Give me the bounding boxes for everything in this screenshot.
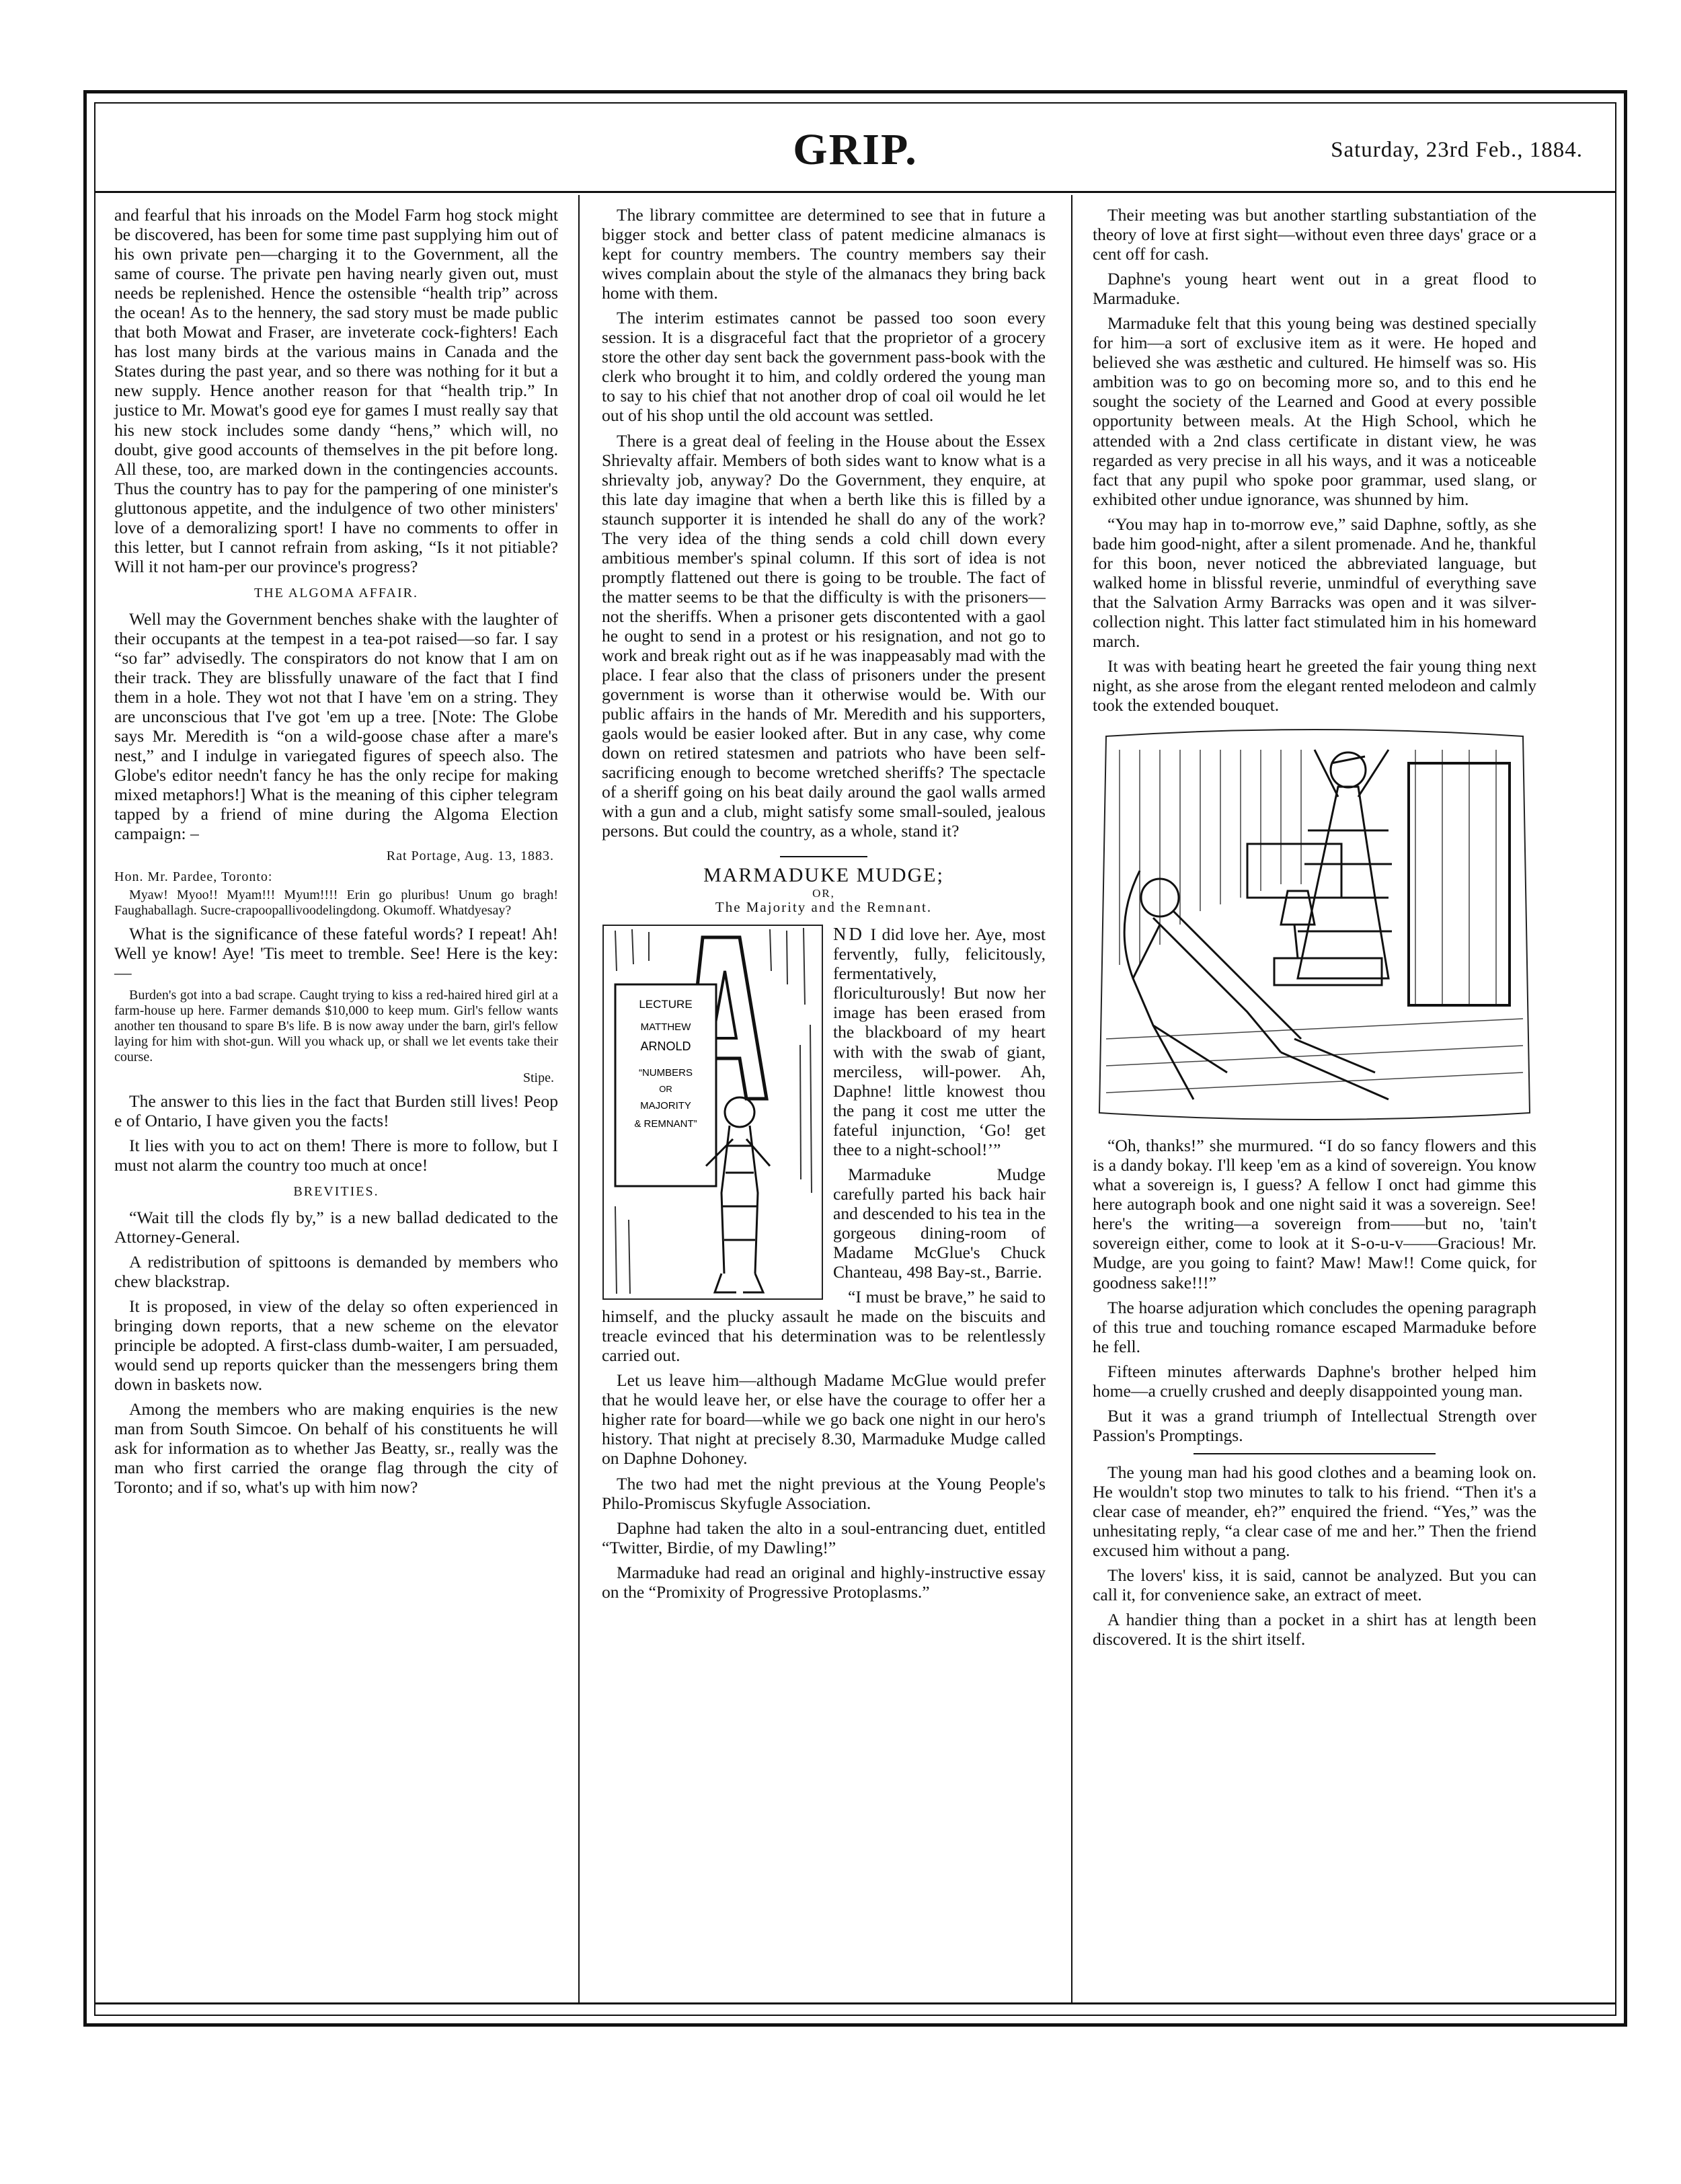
article-paragraph: Well may the Government benches shake with the laughter of their occupants at the tempest in a tea-pot raised—so far. I say “so far” advisedly. The conspirators do not know that I am on their track. They are blissfully unaware of the fact that I find them in a hole. They wot not that I have 'em on a string. They are unconscious that I've got 'em up a tree. [Note: The Globe says Mr. Meredith is “on a wild-goose chase after a mare's nest,” and I indulge in variegated figures of speech also. The Globe's editor needn't fancy he has the only recipe for making mixed metaphors!] What is the meaning of this cipher telegram tapped by a friend of mine during the Algoma Election campaign: – xyxy=(114,609,558,844)
column-rule-2 xyxy=(1071,195,1072,2004)
brevity-item: “Wait till the clods fly by,” is a new ballad dedicated to the Attorney-General. xyxy=(114,1207,558,1247)
story-paragraph: Daphne's young heart went out in a great flood to Marmaduke. xyxy=(1093,269,1536,309)
header-rule xyxy=(94,191,1616,193)
article-paragraph: There is a great deal of feeling in the House about the Essex Shrievalty affair. Members of both sides want to know what is a shrievalty job, anyway? Do the Government, they enquire, at this late day imagine that when a berth like this is filled by a staunch supporter it is intended he shall do any of the work? The very idea of the thing sends a cold chill down every ambitious member's spinal column. If this sort of idea is not promptly flattened out there is going to be trouble. The fact of the matter seems to be that the difficulty is with the prisoners—not the sheriffs. When a prisoner gets discontented with a gaol he ought to send in a protest or his resignation, and not go to work and break right out as if he was inappeasably mad with the place. I fear also that the class of prisoners under the present government is worse than it otherwise would be. With our public affairs in the hands of Mr. Meredith and his supporters, gaols would be easier looked after. But in any case, why come down on retired statesmen and patriots who have been self-sacrificing enough to become wretched sheriffs? The spectacle of a sheriff going on his beat daily around the gaol walls armed with a gun and a club, might satisfy some small-souled, jealous persons. But could the country, as a whole, stand it? xyxy=(602,430,1046,841)
story-paragraph: But it was a grand triumph of Intellectual Strength over Passion's Promptings. xyxy=(1093,1405,1536,1445)
story-paragraph: Marmaduke felt that this young being was destined specially for him—a sort of exclusive item as it were. He hoped and believed she was æsthetic and cultured. He himself was so. His ambition was to go on becoming more so, and to this end he sought the society of the Learned and Good at every possible opportunity between meals. At the High School, which he attended with a 2nd class certificate in distant view, he was regarded as very precise in all his ways, and it was a noticeable fact that any pupil who spoke poor grammar, used slang, or exhibited other undue ignorance, was shunned by him. xyxy=(1093,313,1536,509)
poster-line-3: ARNOLD xyxy=(640,1039,691,1053)
story-paragraph: Marmaduke Mudge carefully parted his back hair and descended to his tea in the gorgeous dining-room of Madame McGlue's Chuck Chanteau, 498 Bay-st., Barrie. xyxy=(833,1164,1046,1282)
story-rule xyxy=(780,856,867,857)
story-opening-text: I did love her. Aye, most fervently, fully, felicitously, fermentatively, floriculturously! But now her image has been erased from the blackboard of my heart with with the swab of giant, merciless, will-power. Ah, Daphne! little knowest thou the pang it cost me utter the fateful injunction, ‘Go! get thee to a night-school!’” xyxy=(833,924,1046,1159)
article-paragraph: The library committee are determined to see that in future a bigger stock and better class of patent medicine almanacs is kept for country members. The country members say their wives complain about the style of the almanacs they bring back home with them. xyxy=(602,205,1046,303)
story-paragraph: “I must be brave,” he said to himself, and the plucky assault he made on the biscuits and treacle evinced that his determination was to be relentlessly carried out. xyxy=(602,1287,1046,1366)
telegram-dateline: Rat Portage, Aug. 13, 1883. xyxy=(386,849,554,864)
poster-line-5: OR xyxy=(659,1083,672,1094)
story-paragraph: Marmaduke had read an original and highly-instructive essay on the “Promixity of Progressive Protoplasms.” xyxy=(602,1562,1046,1602)
story-subtitle: The Majority and the Remnant. xyxy=(715,898,933,915)
story-paragraph: Their meeting was but another startling substantiation of the theory of love at first sight—without even three days' grace or a cent off for cash. xyxy=(1093,205,1536,264)
article-paragraph: The young man had his good clothes and a beaming look on. He wouldn't stop two minutes to talk to his friend. “Then it's a clear case of meander, eh?” enquired the friend. “Yes,” was the unhesitating reply, “a clear case of me and her.” Then the friend excused him without a pang. xyxy=(1093,1462,1536,1561)
article-paragraph: The lovers' kiss, it is said, cannot be analyzed. But you can call it, for convenience sake, an extract of meet. xyxy=(1093,1565,1536,1605)
poster-line-6: MAJORITY xyxy=(640,1099,691,1112)
telegram-cipher: Myaw! Myoo!! Myam!!! Myum!!!! Erin go pluribus! Unum go bragh! Faughaballagh. Sucre-crapoopallivoodelingdong. Okumoff. Whatdyesay? xyxy=(114,887,558,918)
poster-line-2: MATTHEW xyxy=(640,1021,691,1033)
column-middle xyxy=(602,205,1046,1607)
section-heading-brevities: BREVITIES. xyxy=(293,1183,379,1199)
column-left xyxy=(114,205,558,1502)
masthead-title: GRIP. xyxy=(793,125,918,174)
story-paragraph: The hoarse adjuration which concludes the opening paragraph of this true and touching romance escaped Marmaduke before he fell. xyxy=(1093,1297,1536,1356)
article-paragraph: The interim estimates cannot be passed too soon every session. It is a disgraceful fact that the proprietor of a grocery store the other day sent back the government pass-book with the clerk who brought it to him, and coldly ordered the young man to say to his chief that not another drop of coal oil would he let out of his shop until the old account was settled. xyxy=(602,308,1046,426)
article-paragraph: The answer to this lies in the fact that Burden still lives! Peop e of Ontario, I have given you the facts! xyxy=(114,1091,558,1130)
story-paragraph: It was with beating heart he greeted the fair young thing next night, as she arose from the elegant rented melodeon and calmly took the extended bouquet. xyxy=(1093,656,1536,715)
article-paragraph: It lies with you to act on them! There is more to follow, but I must not alarm the country too much at once! xyxy=(114,1135,558,1175)
article-paragraph: and fearful that his inroads on the Model Farm hog stock might be discovered, has been for some time past supplying him out of his own private pen—charging it to the Government, all the same of course. The private pen having nearly given out, must needs be replenished. Hence the ostensible “health trip” across the ocean! As to the hennery, the sad story must be made public that both Mowat and Fraser, are inveterate cock-fighters! Each has lost many birds at the various mains in Canada and the States during the past year, and so there was nothing for it but a new supply. Hence another reason for that “health trip.” In justice to Mr. Mowat's good eye for games I must really say that his new stock includes some dandy “hens,” which will, no doubt, give good accounts of themselves in the pit before long. All these, too, are marked down in the contingencies accounts. Thus the country has to pay for the pampering of one minister's gluttonous appetite, and the indulgence of two other ministers' love of a demoralizing sport! I have no comments to offer in this letter, but I cannot refrain from asking, “Is it not pitiable? Will it not ham-per our province's progress? xyxy=(114,205,558,576)
telegram-key: Burden's got into a bad scrape. Caught trying to kiss a red-haired hired girl at a farm-house up here. Farmer demands $10,000 to keep mum. Girl's fellow wants another ten thousand to spare B's life. B is now away under the barn, girl's fellow laying for him with shot-gun. Will you whack up, or shall we let events take their course. xyxy=(114,987,558,1064)
footer-rule xyxy=(94,2002,1616,2004)
brevity-item: Among the members who are making enquiries is the new man from South Simcoe. On behalf of his constituents he will ask for information as to whether Jas Beatty, sr., really was the man who first carried the orange flag through the city of Toronto; and if so, what's up with him now? xyxy=(114,1399,558,1497)
story-title: MARMADUKE MUDGE; xyxy=(703,863,944,886)
masthead xyxy=(108,124,1603,185)
telegram-addressee: Hon. Mr. Pardee, Toronto: xyxy=(114,869,273,884)
brevity-item: A redistribution of spittoons is demanded by members who chew blackstrap. xyxy=(114,1251,558,1291)
story-paragraph: Let us leave him—although Madame McGlue would prefer that he would leave her, or else have the courage to offer her a higher rate for board—while we go back one night in our hero's history. That night at precisely 8.30, Marmaduke Mudge called on Daphne Dohoney. xyxy=(602,1370,1046,1469)
article-paragraph: What is the significance of these fateful words? I repeat! Ah! Well ye know! Aye! 'Tis meet to tremble. See! Here is the key:— xyxy=(114,923,558,982)
column-right xyxy=(1093,205,1536,1654)
poster-line-4: “NUMBERS xyxy=(638,1066,693,1079)
story-paragraph: Fifteen minutes afterwards Daphne's brother helped him home—a cruelly crushed and deeply disappointed young man. xyxy=(1093,1361,1536,1401)
fainting-scene-illustration xyxy=(1093,723,1536,1126)
story-paragraph: The two had met the night previous at the Young People's Philo-Promiscus Skyfugle Association. xyxy=(602,1473,1046,1513)
story-paragraph: Daphne had taken the alto in a soul-entrancing duet, entitled “Twitter, Birdie, of my Dawling!” xyxy=(602,1518,1046,1557)
story-paragraph: “You may hap in to-morrow eve,” said Daphne, softly, as she bade him good-night, after a silent promenade. And he, thankful for this boon, never noticed the abbreviated language, but walked home in blissful reverie, unmindful of everything save that the Salvation Army Barracks was open and it was silver-collection night. This latter fact stimulated him in his homeward march. xyxy=(1093,514,1536,651)
story-dropcap: ND xyxy=(833,923,865,944)
article-paragraph: A handier thing than a pocket in a shirt has at length been discovered. It is the shirt itself. xyxy=(1093,1610,1536,1649)
section-heading-algoma: THE ALGOMA AFFAIR. xyxy=(254,585,418,600)
lecture-poster-illustration xyxy=(602,924,824,1300)
brevity-item: It is proposed, in view of the delay so often experienced in bringing down reports, that a new scheme on the elevator principle be adopted. A first-class dumb-waiter, I am persuaded, would send up reports quicker than the messengers bring them down in baskets now. xyxy=(114,1296,558,1394)
poster-line-1: LECTURE xyxy=(639,997,693,1011)
masthead-date: Saturday, 23rd Feb., 1884. xyxy=(1331,138,1583,162)
column-rule-1 xyxy=(578,195,580,2004)
story-paragraph: “Oh, thanks!” she murmured. “I do so fancy flowers and this is a dandy bokay. I'll keep 'em as a kind of sovereign. You know what a sovereign is, I guess? A fellow I onct had gimme this here autograph book and one night said it was a sovereign. See! here's the writing—a sovereign from——but no, 'tain't sovereign either, come to look at it S-o-u-v——Gracious! Mr. Mudge, are you going to faint? Maw! Maw!! Come quick, for goodness sake!!!” xyxy=(1093,1136,1536,1292)
poster-line-7: & REMNANT” xyxy=(634,1118,697,1130)
section-rule xyxy=(1194,1453,1436,1454)
story-title-or: OR, xyxy=(812,886,835,900)
telegram-signature: Stipe. xyxy=(522,1070,554,1085)
